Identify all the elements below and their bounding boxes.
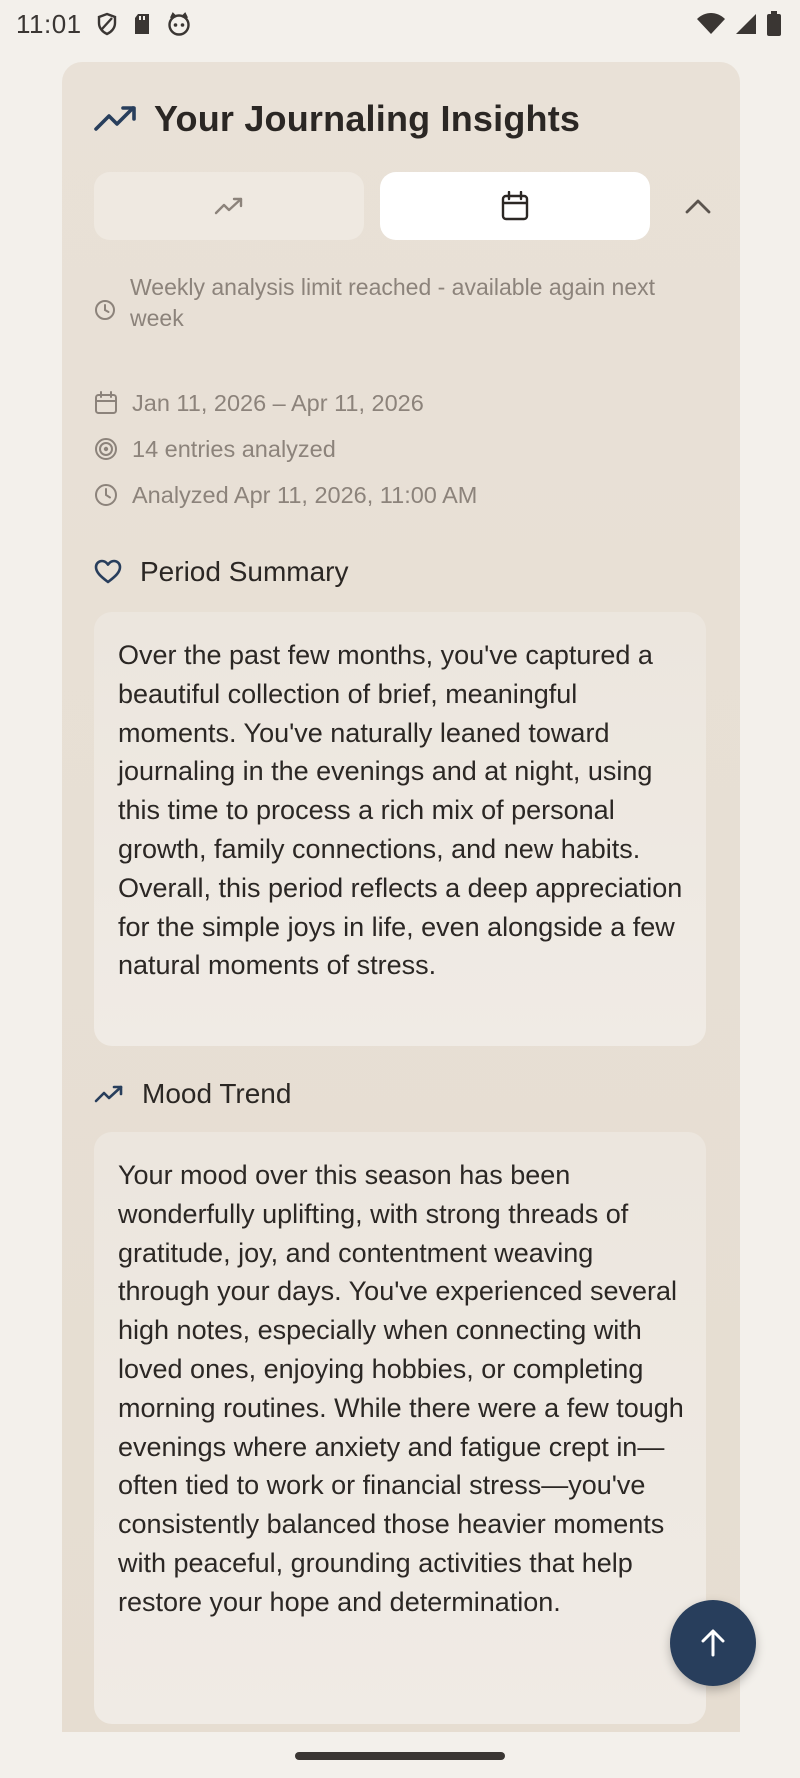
sd-card-icon xyxy=(132,12,152,36)
heart-icon xyxy=(94,559,122,585)
analyzed-at xyxy=(94,472,477,518)
analyzed-at-text: Analyzed Apr 11, 2026, 11:00 AM xyxy=(132,481,478,508)
collapse-button[interactable] xyxy=(676,184,720,228)
trending-up-icon xyxy=(94,1084,124,1104)
entries-count xyxy=(94,426,477,472)
section-title: Period Summary xyxy=(140,556,349,587)
chevron-up-icon xyxy=(685,198,711,214)
status-left xyxy=(16,9,192,40)
view-toggle xyxy=(94,172,708,240)
page-title: Your Journaling Insights xyxy=(154,98,581,139)
arrow-up-icon xyxy=(699,1628,727,1658)
status-time: 11:01 xyxy=(16,8,82,39)
insights-card xyxy=(62,62,740,1732)
trend-view-button[interactable] xyxy=(94,172,364,240)
period-summary-box xyxy=(94,612,706,1046)
date-range xyxy=(94,380,477,426)
analysis-meta xyxy=(94,380,477,518)
section-title: Mood Trend xyxy=(142,1078,292,1109)
mood-trend-heading xyxy=(94,1078,291,1110)
trending-up-icon xyxy=(214,196,244,216)
home-indicator[interactable] xyxy=(295,1752,505,1760)
period-summary-text: Over the past few months, you've captured a beautiful collection of brief, meaningful moments. You've naturally leaned toward journaling in the evenings and at night, using this time to process a rich mix of personal growth, family connections, and new habits. Overall, this period reflects a deep appreciation for the simple joys in life, even alongside a few natural moments of stress. xyxy=(118,640,683,981)
mood-trend-box xyxy=(94,1132,706,1724)
scroll-to-top-button[interactable] xyxy=(670,1600,756,1686)
mood-trend-text: Your mood over this season has been wonderfully uplifting, with strong threads of gratitude, joy, and contentment weaving through your days. You've experienced several high notes, especially when connecting with loved ones, enjoying hobbies, or completing morning routines. While there were a few tough evenings where anxiety and fatigue crept in—often tied to work or financial stress—you've consistently balanced those heavier moments with peaceful, grounding activities that help restore your hope and determination. xyxy=(118,1160,684,1617)
target-icon xyxy=(94,437,118,461)
status-bar xyxy=(0,0,800,48)
shield-icon xyxy=(96,12,118,36)
cat-face-icon xyxy=(166,12,192,36)
calendar-icon xyxy=(94,391,118,415)
analysis-limit-note xyxy=(94,272,694,334)
wifi-icon xyxy=(696,12,726,36)
cell-signal-icon xyxy=(734,12,758,36)
date-range-text: Jan 11, 2026 – Apr 11, 2026 xyxy=(132,389,424,416)
period-summary-heading xyxy=(94,556,349,588)
trending-up-icon xyxy=(94,105,138,133)
clock-icon xyxy=(94,483,118,507)
entries-count-text: 14 entries analyzed xyxy=(132,435,336,462)
card-header xyxy=(94,98,580,140)
calendar-icon xyxy=(501,191,529,221)
status-right xyxy=(696,11,782,37)
calendar-view-button[interactable] xyxy=(380,172,650,240)
battery-icon xyxy=(766,11,782,37)
clock-icon xyxy=(94,286,116,334)
limit-note-text: Weekly analysis limit reached - available again next week xyxy=(130,274,656,331)
